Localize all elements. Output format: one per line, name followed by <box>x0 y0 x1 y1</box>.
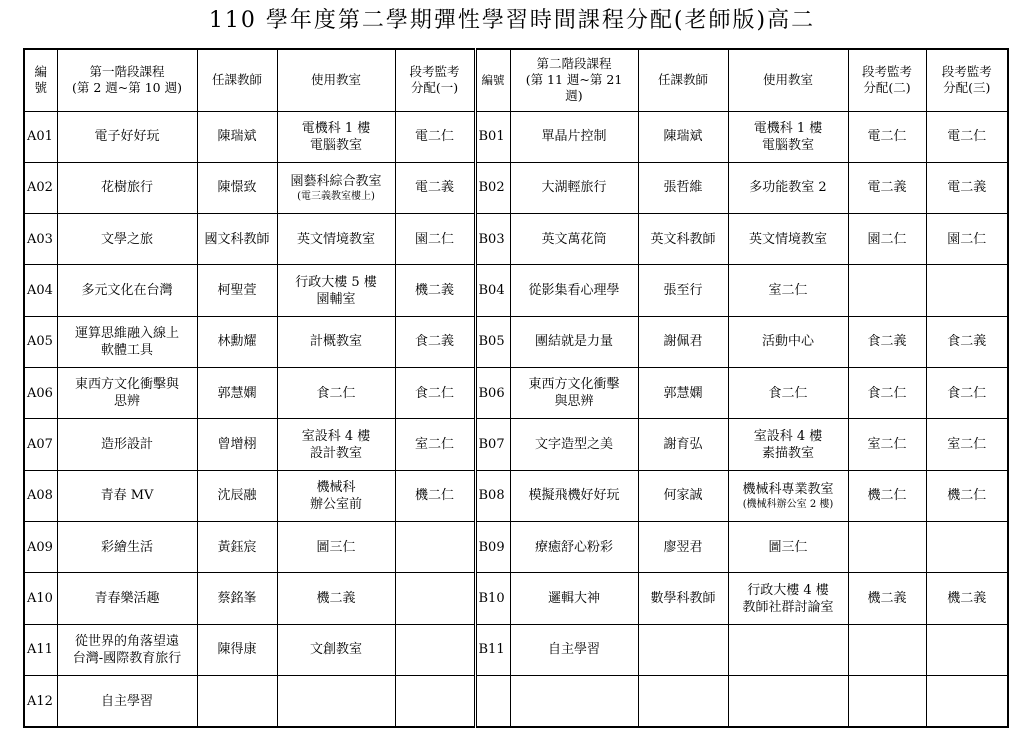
stage1-room <box>277 111 395 162</box>
stage2-room-line: 活動中心 <box>761 334 814 350</box>
stage2-room <box>728 522 848 573</box>
stage1-room <box>277 368 395 419</box>
stage1-room <box>277 470 395 521</box>
stage1-code: A12 <box>24 676 57 727</box>
header-exam1: 段考監考 分配(一) <box>395 49 475 111</box>
stage1-code: A01 <box>24 111 57 162</box>
exam3-assignment <box>926 676 1008 727</box>
stage2-room-line: 電腦教室 <box>761 137 814 153</box>
stage1-course-line: 台灣-國際教育旅行 <box>72 650 182 666</box>
stage2-course <box>510 162 638 213</box>
stage1-code: A10 <box>24 573 57 624</box>
stage1-room <box>277 573 395 624</box>
exam2-assignment <box>848 676 926 727</box>
stage2-code: B09 <box>475 522 510 573</box>
stage2-teacher: 謝育弘 <box>638 419 728 470</box>
stage2-room-line: 教師社群討論室 <box>742 599 834 615</box>
table-row <box>24 419 1008 470</box>
exam2-assignment: 園二仁 <box>848 214 926 265</box>
stage1-room-line: 英文情境教室 <box>296 231 375 247</box>
table-body <box>24 111 1008 727</box>
stage2-room <box>728 624 848 675</box>
stage1-course-line: 青春樂活趣 <box>94 591 160 607</box>
stage1-code: A11 <box>24 624 57 675</box>
stage2-teacher: 廖翌君 <box>638 522 728 573</box>
stage2-code: B01 <box>475 111 510 162</box>
stage2-course <box>510 316 638 367</box>
stage1-code: A06 <box>24 368 57 419</box>
stage2-room <box>728 162 848 213</box>
stage2-room <box>728 676 848 727</box>
stage2-course-line: 從影集看心理學 <box>528 283 620 299</box>
stage2-course-line: 東西方文化衝擊 <box>528 377 620 393</box>
exam2-assignment: 食二仁 <box>848 368 926 419</box>
stage2-room <box>728 316 848 367</box>
stage2-room-line: 英文情境教室 <box>748 231 827 247</box>
exam2-assignment: 電二義 <box>848 162 926 213</box>
stage2-teacher: 郭慧嫻 <box>638 368 728 419</box>
table-row <box>24 368 1008 419</box>
stage2-room <box>728 470 848 521</box>
stage2-room-line: 機械科專業教室 <box>742 481 834 497</box>
exam3-assignment: 機二仁 <box>926 470 1008 521</box>
exam3-assignment: 室二仁 <box>926 419 1008 470</box>
header-exam3: 段考監考 分配(三) <box>926 49 1008 111</box>
stage1-teacher: 陳瑞斌 <box>197 111 277 162</box>
stage1-course <box>57 470 197 521</box>
stage1-room-line: 食二仁 <box>316 385 356 401</box>
stage2-course <box>510 676 638 727</box>
header-teacher: 任課教師 <box>197 49 277 111</box>
stage2-room <box>728 419 848 470</box>
stage2-course-line: 單晶片控制 <box>541 129 607 145</box>
table-row <box>24 522 1008 573</box>
stage1-teacher: 林勳耀 <box>197 316 277 367</box>
stage2-teacher: 英文科教師 <box>638 214 728 265</box>
stage2-teacher <box>638 624 728 675</box>
exam2-assignment <box>848 522 926 573</box>
stage2-course-line: 英文萬花筒 <box>541 231 607 247</box>
exam3-assignment: 園二仁 <box>926 214 1008 265</box>
stage1-course <box>57 162 197 213</box>
stage2-room-line: 室設科 4 樓 <box>753 428 823 444</box>
stage1-course-line: 運算思維融入線上 <box>74 325 179 341</box>
exam2-assignment: 機二義 <box>848 573 926 624</box>
exam3-assignment <box>926 624 1008 675</box>
stage1-code: A05 <box>24 316 57 367</box>
stage2-code <box>475 676 510 727</box>
header-exam2: 段考監考 分配(二) <box>848 49 926 111</box>
exam2-assignment: 室二仁 <box>848 419 926 470</box>
course-allocation-table <box>23 48 1009 728</box>
stage1-room <box>277 162 395 213</box>
stage2-course <box>510 265 638 316</box>
exam1-assignment: 園二仁 <box>395 214 475 265</box>
table-row <box>24 111 1008 162</box>
table-row <box>24 470 1008 521</box>
header-room-b: 使用教室 <box>728 49 848 111</box>
stage1-room-line: 電機科 1 樓 <box>301 120 371 136</box>
exam3-assignment: 食二仁 <box>926 368 1008 419</box>
stage2-code: B06 <box>475 368 510 419</box>
stage1-course <box>57 522 197 573</box>
header-teacher-b: 任課教師 <box>638 49 728 111</box>
stage2-course <box>510 111 638 162</box>
stage1-room <box>277 522 395 573</box>
table-row <box>24 573 1008 624</box>
stage1-room-line: 園輔室 <box>316 291 356 307</box>
header-room: 使用教室 <box>277 49 395 111</box>
stage1-room-note: (電三義教室樓上) <box>297 190 375 202</box>
stage2-teacher: 張至行 <box>638 265 728 316</box>
exam3-assignment: 機二義 <box>926 573 1008 624</box>
page-title: 110 學年度第二學期彈性學習時間課程分配(老師版)高二 <box>208 8 816 33</box>
exam1-assignment <box>395 522 475 573</box>
stage1-room <box>277 419 395 470</box>
stage2-course <box>510 470 638 521</box>
exam2-assignment <box>848 624 926 675</box>
stage1-teacher: 國文科教師 <box>197 214 277 265</box>
exam1-assignment: 機二義 <box>395 265 475 316</box>
stage2-room <box>728 265 848 316</box>
exam3-assignment: 電二仁 <box>926 111 1008 162</box>
table-row <box>24 265 1008 316</box>
stage1-room-line: 行政大樓 5 樓 <box>295 274 377 290</box>
exam2-assignment: 機二仁 <box>848 470 926 521</box>
stage1-room <box>277 624 395 675</box>
stage2-course-line: 邏輯大神 <box>547 591 600 607</box>
stage1-course <box>57 419 197 470</box>
stage1-course-line: 多元文化在台灣 <box>81 283 173 299</box>
stage2-room <box>728 214 848 265</box>
stage2-course <box>510 419 638 470</box>
exam1-assignment: 電二義 <box>395 162 475 213</box>
stage2-course-line: 模擬飛機好好玩 <box>528 488 620 504</box>
stage1-course-line: 青春 MV <box>100 488 154 504</box>
stage1-room <box>277 316 395 367</box>
stage1-room-line: 圖三仁 <box>316 539 356 555</box>
stage2-course <box>510 522 638 573</box>
stage2-code: B05 <box>475 316 510 367</box>
stage2-course-line: 文字造型之美 <box>534 437 613 453</box>
stage2-code: B03 <box>475 214 510 265</box>
stage2-teacher: 數學科教師 <box>638 573 728 624</box>
exam3-assignment <box>926 265 1008 316</box>
stage1-course <box>57 368 197 419</box>
stage1-code: A08 <box>24 470 57 521</box>
stage2-teacher: 謝佩君 <box>638 316 728 367</box>
stage1-code: A03 <box>24 214 57 265</box>
stage1-code: A04 <box>24 265 57 316</box>
stage1-course-line: 花樹旅行 <box>100 180 153 196</box>
stage1-course <box>57 316 197 367</box>
stage1-course <box>57 624 197 675</box>
table-row <box>24 214 1008 265</box>
table-row <box>24 316 1008 367</box>
stage2-course <box>510 214 638 265</box>
stage2-course <box>510 624 638 675</box>
stage1-teacher: 黃鈺宸 <box>197 522 277 573</box>
stage1-code: A07 <box>24 419 57 470</box>
stage1-room-line: 辦公室前 <box>309 496 362 512</box>
stage2-course-line: 療癒舒心粉彩 <box>534 539 613 555</box>
header-code: 編 號 <box>24 49 57 111</box>
stage2-code: B04 <box>475 265 510 316</box>
exam1-assignment: 電二仁 <box>395 111 475 162</box>
stage1-room <box>277 265 395 316</box>
stage1-room-line: 電腦教室 <box>309 137 362 153</box>
stage2-teacher <box>638 676 728 727</box>
stage1-course <box>57 111 197 162</box>
exam3-assignment <box>926 522 1008 573</box>
stage2-room-line: 素描教室 <box>761 445 814 461</box>
exam1-assignment <box>395 624 475 675</box>
stage2-room-line: 圖三仁 <box>768 539 808 555</box>
stage2-room-line: 行政大樓 4 樓 <box>747 582 829 598</box>
stage1-room <box>277 214 395 265</box>
stage2-room <box>728 573 848 624</box>
exam2-assignment: 食二義 <box>848 316 926 367</box>
header-code-b: 編號 <box>475 49 510 111</box>
stage1-course-line: 東西方文化衝擊與 <box>74 377 179 393</box>
stage1-course-line: 文學之旅 <box>100 231 153 247</box>
stage1-room-line: 文創教室 <box>309 642 362 658</box>
stage1-room-line: 機械科 <box>316 479 356 495</box>
stage2-code: B02 <box>475 162 510 213</box>
stage1-course-line: 從世界的角落望遠 <box>74 633 179 649</box>
stage2-code: B10 <box>475 573 510 624</box>
stage2-course-line: 團結就是力量 <box>534 334 613 350</box>
table-row <box>24 162 1008 213</box>
stage1-course-line: 自主學習 <box>100 693 153 709</box>
stage2-code: B11 <box>475 624 510 675</box>
stage1-teacher: 曾增栩 <box>197 419 277 470</box>
stage2-course <box>510 368 638 419</box>
stage2-code: B07 <box>475 419 510 470</box>
header-stage1-course: 第一階段課程 (第 2 週~第 10 週) <box>57 49 197 111</box>
stage1-room-line: 機二義 <box>316 591 356 607</box>
stage2-room-line: 電機科 1 樓 <box>753 120 823 136</box>
stage1-teacher <box>197 676 277 727</box>
stage1-course-line: 彩繪生活 <box>100 539 153 555</box>
exam2-assignment: 電二仁 <box>848 111 926 162</box>
stage2-course-line: 自主學習 <box>547 642 600 658</box>
stage1-course-line: 軟體工具 <box>100 342 153 358</box>
exam1-assignment: 機二仁 <box>395 470 475 521</box>
stage1-course-line: 思辨 <box>113 394 140 410</box>
stage1-course-line: 造形設計 <box>100 437 153 453</box>
exam1-assignment <box>395 573 475 624</box>
stage1-room-line: 設計教室 <box>309 445 362 461</box>
exam1-assignment <box>395 676 475 727</box>
stage2-room-line: 室二仁 <box>768 283 808 299</box>
stage1-code: A02 <box>24 162 57 213</box>
stage2-room <box>728 368 848 419</box>
exam3-assignment: 食二義 <box>926 316 1008 367</box>
stage2-course-line: 大湖輕旅行 <box>541 180 607 196</box>
stage1-room-line: 計概教室 <box>309 334 362 350</box>
stage2-room <box>728 111 848 162</box>
exam1-assignment: 室二仁 <box>395 419 475 470</box>
stage1-course <box>57 265 197 316</box>
header-row <box>24 49 1008 111</box>
stage2-course-line: 與思辨 <box>554 394 594 410</box>
stage2-code: B08 <box>475 470 510 521</box>
stage1-room <box>277 676 395 727</box>
stage1-course <box>57 676 197 727</box>
stage2-course <box>510 573 638 624</box>
stage1-teacher: 蔡銘峯 <box>197 573 277 624</box>
stage1-room-line: 園藝科綜合教室 <box>290 173 382 189</box>
stage2-teacher: 何家誠 <box>638 470 728 521</box>
stage1-course <box>57 214 197 265</box>
exam3-assignment: 電二義 <box>926 162 1008 213</box>
table-row <box>24 676 1008 727</box>
table-row <box>24 624 1008 675</box>
stage1-teacher: 陳憬致 <box>197 162 277 213</box>
exam2-assignment <box>848 265 926 316</box>
stage2-teacher: 張哲維 <box>638 162 728 213</box>
stage1-teacher: 柯聖萱 <box>197 265 277 316</box>
stage1-course-line: 電子好好玩 <box>94 129 160 145</box>
stage2-room-line: 多功能教室 2 <box>749 180 827 196</box>
stage1-teacher: 郭慧嫻 <box>197 368 277 419</box>
stage2-room-note: (機械科辦公室 2 樓) <box>742 498 834 510</box>
stage1-room-line: 室設科 4 樓 <box>301 428 371 444</box>
header-stage2-course: 第二階段課程 (第 11 週~第 21 週) <box>510 49 638 111</box>
stage2-teacher: 陳瑞斌 <box>638 111 728 162</box>
stage2-room-line: 食二仁 <box>768 385 808 401</box>
stage1-code: A09 <box>24 522 57 573</box>
stage1-course <box>57 573 197 624</box>
stage1-teacher: 陳得康 <box>197 624 277 675</box>
stage1-teacher: 沈辰融 <box>197 470 277 521</box>
exam1-assignment: 食二仁 <box>395 368 475 419</box>
exam1-assignment: 食二義 <box>395 316 475 367</box>
